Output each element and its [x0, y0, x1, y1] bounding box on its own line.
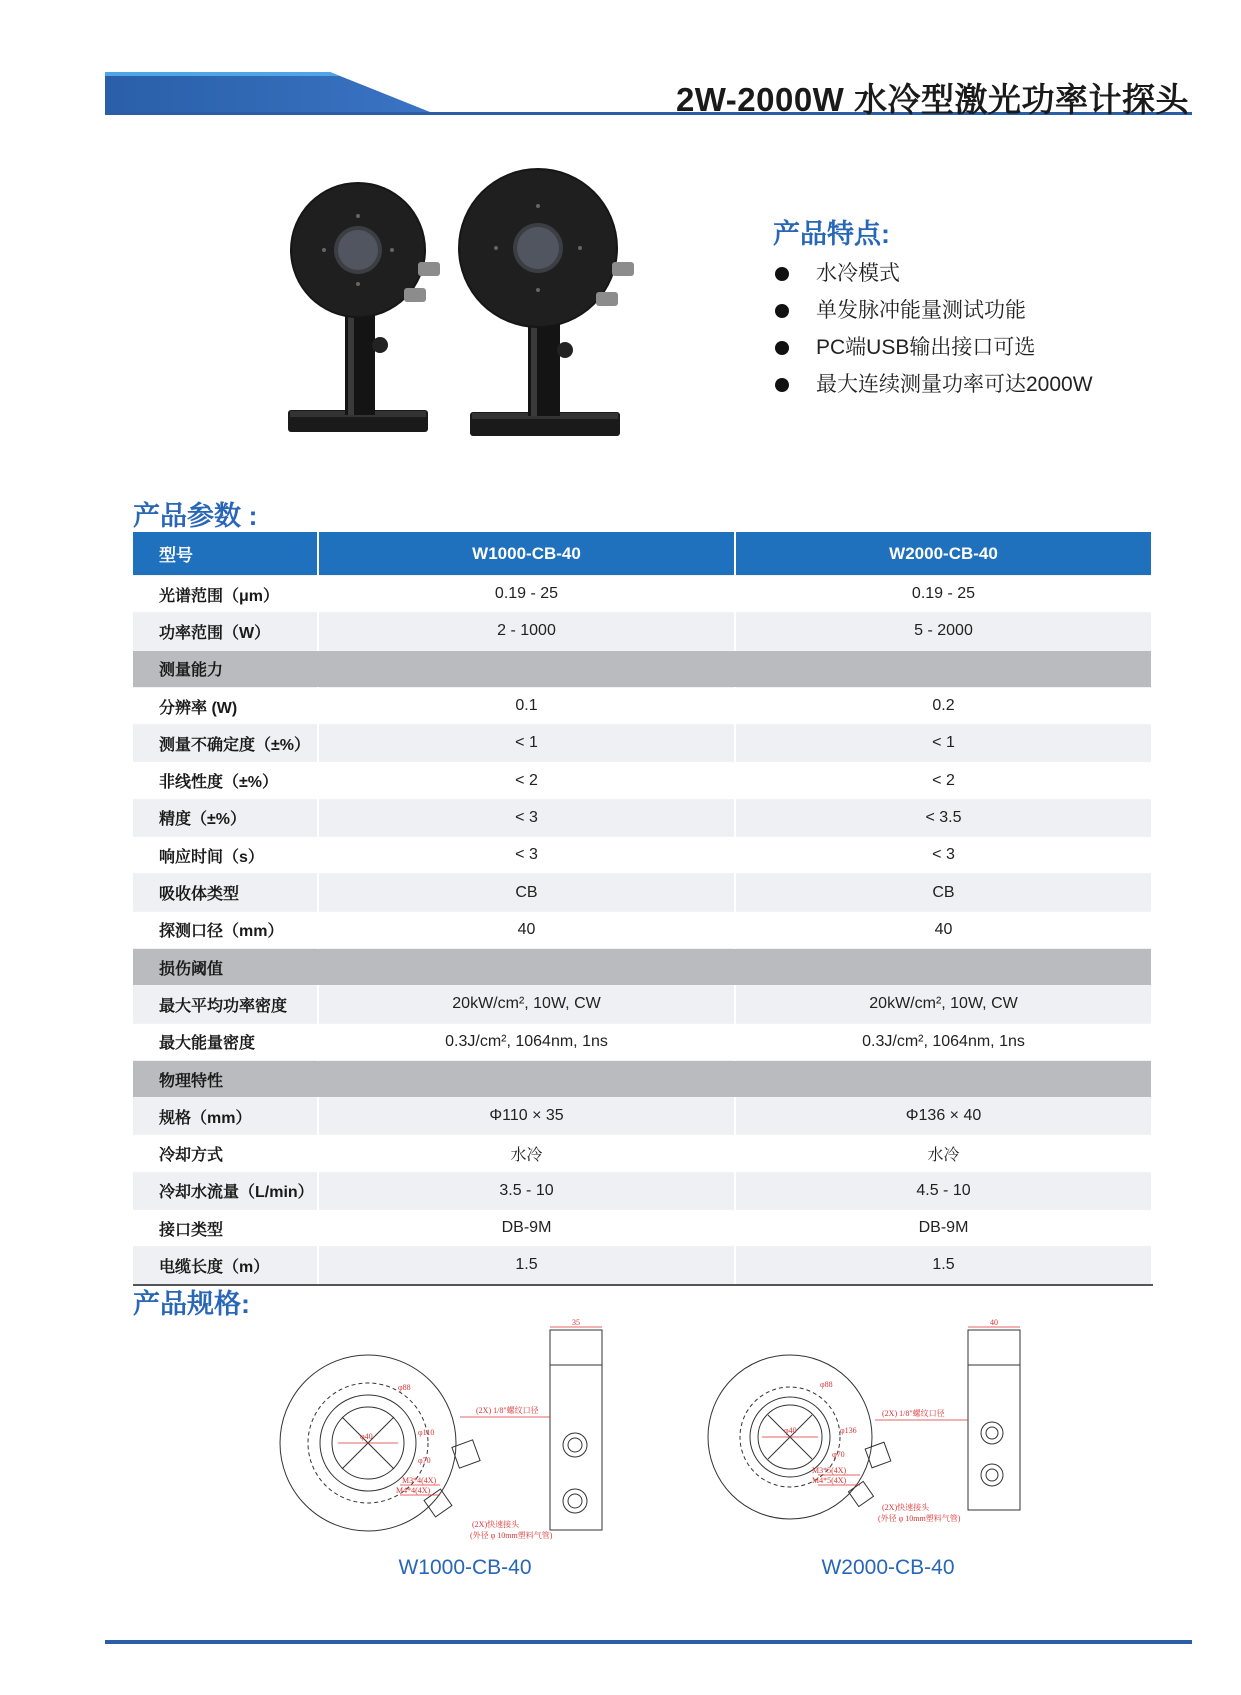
table-row	[133, 874, 1152, 911]
table-row	[133, 687, 1152, 724]
drawing-caption-w1000: W1000-CB-40	[398, 1556, 532, 1579]
table-row	[133, 986, 1152, 1023]
param-label: 分辨率 (W)	[133, 687, 318, 724]
drawing-w1000	[280, 1318, 630, 1565]
drawing-caption-w2000: W2000-CB-40	[821, 1556, 955, 1579]
param-value-w2000: 0.19 - 25	[735, 576, 1152, 613]
table-row	[133, 576, 1152, 613]
param-label: 规格（mm）	[133, 1098, 318, 1135]
param-label: 最大平均功率密度	[133, 986, 318, 1023]
dim-aperture: φ40	[784, 1426, 797, 1435]
param-value-w1000: 2 - 1000	[318, 613, 735, 650]
fitting-note: (2X)快速接头	[882, 1503, 930, 1512]
page-title: 2W-2000W 水冷型激光功率计探头	[675, 81, 1189, 118]
param-value-w1000: 0.1	[318, 687, 735, 724]
thread-note: (2X) 1/8"螺纹口径	[882, 1409, 945, 1418]
table-row	[133, 1023, 1152, 1060]
param-label: 功率范围（W）	[133, 613, 318, 650]
screw-note-2: M4*5(4X)	[812, 1476, 847, 1485]
table-row	[133, 837, 1152, 874]
header-w1000: W1000-CB-40	[318, 532, 735, 576]
params-heading: 产品参数 :	[133, 501, 258, 531]
section-row	[133, 948, 1152, 985]
param-value-w2000: Φ136 × 40	[735, 1098, 1152, 1135]
table-row	[133, 1247, 1152, 1285]
dim-depth: 35	[572, 1318, 580, 1327]
bullet-icon	[775, 341, 789, 355]
section-label: 物理特性	[133, 1060, 1152, 1097]
screw-note-1: M3*4(4X)	[402, 1476, 437, 1485]
table-row	[133, 911, 1152, 948]
param-value-w2000: 20kW/cm², 10W, CW	[735, 986, 1152, 1023]
param-label: 探测口径（mm）	[133, 911, 318, 948]
fitting-detail: (外径 φ 10mm塑料气管)	[470, 1531, 553, 1540]
param-value-w1000: 0.3J/cm², 1064nm, 1ns	[318, 1023, 735, 1060]
param-label: 光谱范围（μm）	[133, 576, 318, 613]
table-row	[133, 762, 1152, 799]
param-value-w1000: < 3	[318, 799, 735, 836]
section-row	[133, 650, 1152, 687]
table-row	[133, 1098, 1152, 1135]
dim-outer: φ110	[418, 1428, 435, 1437]
param-value-w2000: 1.5	[735, 1247, 1152, 1285]
screw-note-1: M3*5(4X)	[812, 1466, 847, 1475]
param-value-w2000: 水冷	[735, 1135, 1152, 1172]
table-row	[133, 1210, 1152, 1247]
table-row	[133, 1172, 1152, 1209]
param-label: 非线性度（±%）	[133, 762, 318, 799]
product-photo	[300, 170, 700, 480]
screw-note-2: M4*4(4X)	[396, 1486, 431, 1495]
feature-item: 单发脉冲能量测试功能	[773, 292, 1093, 329]
param-label: 电缆长度（m）	[133, 1247, 318, 1285]
param-value-w1000: 1.5	[318, 1247, 735, 1285]
bullet-icon	[775, 267, 789, 281]
param-value-w1000: 20kW/cm², 10W, CW	[318, 986, 735, 1023]
param-value-w2000: < 3	[735, 837, 1152, 874]
section-row	[133, 1060, 1152, 1097]
table-row	[133, 799, 1152, 836]
param-value-w1000: 0.19 - 25	[318, 576, 735, 613]
param-label: 最大能量密度	[133, 1023, 318, 1060]
param-value-w1000: 3.5 - 10	[318, 1172, 735, 1209]
param-label: 吸收体类型	[133, 874, 318, 911]
bullet-icon	[775, 304, 789, 318]
param-value-w2000: DB-9M	[735, 1210, 1152, 1247]
feature-item: PC端USB输出接口可选	[773, 329, 1093, 366]
param-value-w1000: CB	[318, 874, 735, 911]
sensor-head-small	[288, 182, 440, 432]
param-value-w1000: Φ110 × 35	[318, 1098, 735, 1135]
dim-small: φ88	[398, 1383, 411, 1392]
table-header-row	[133, 532, 1152, 576]
param-value-w2000: 5 - 2000	[735, 613, 1152, 650]
bullet-icon	[775, 378, 789, 392]
table-row	[133, 613, 1152, 650]
param-value-w2000: CB	[735, 874, 1152, 911]
dim-bolt: φ70	[832, 1450, 845, 1459]
param-label: 测量不确定度（±%）	[133, 725, 318, 762]
param-value-w1000: DB-9M	[318, 1210, 735, 1247]
dim-depth: 40	[990, 1318, 998, 1327]
header-w2000: W2000-CB-40	[735, 532, 1152, 576]
param-value-w1000: < 2	[318, 762, 735, 799]
param-value-w2000: 0.3J/cm², 1064nm, 1ns	[735, 1023, 1152, 1060]
dim-small: φ88	[820, 1380, 833, 1389]
dim-bolt: φ70	[418, 1456, 431, 1465]
param-label: 响应时间（s）	[133, 837, 318, 874]
param-value-w1000: < 1	[318, 725, 735, 762]
params-table	[133, 532, 1153, 1286]
param-label: 精度（±%）	[133, 799, 318, 836]
fitting-detail: (外径 φ 10mm塑料气管)	[878, 1514, 961, 1523]
param-value-w2000: < 1	[735, 725, 1152, 762]
header-model: 型号	[133, 532, 318, 576]
features-list	[773, 255, 1093, 403]
feature-item: 最大连续测量功率可达2000W	[773, 366, 1093, 403]
param-value-w2000: < 2	[735, 762, 1152, 799]
spec-heading: 产品规格:	[133, 1289, 250, 1319]
features-heading: 产品特点:	[773, 219, 890, 249]
table-row	[133, 725, 1152, 762]
param-value-w2000: < 3.5	[735, 799, 1152, 836]
param-label: 接口类型	[133, 1210, 318, 1247]
param-value-w1000: 40	[318, 911, 735, 948]
table-row	[133, 1135, 1152, 1172]
dim-aperture: φ40	[360, 1432, 373, 1441]
dim-outer: φ136	[840, 1426, 857, 1435]
footer-rule	[105, 1640, 1192, 1644]
drawing-w2000	[700, 1318, 1050, 1565]
param-label: 冷却方式	[133, 1135, 318, 1172]
feature-item: 水冷模式	[773, 255, 1093, 292]
param-value-w2000: 40	[735, 911, 1152, 948]
sensor-head-large	[458, 168, 634, 436]
param-value-w2000: 0.2	[735, 687, 1152, 724]
param-label: 冷却水流量（L/min）	[133, 1172, 318, 1209]
thread-note: (2X) 1/8"螺纹口径	[476, 1406, 539, 1415]
fitting-note: (2X)快速接头	[472, 1520, 520, 1529]
param-value-w2000: 4.5 - 10	[735, 1172, 1152, 1209]
param-value-w1000: < 3	[318, 837, 735, 874]
header-accent-bar	[105, 72, 435, 114]
section-label: 测量能力	[133, 650, 1152, 687]
param-value-w1000: 水冷	[318, 1135, 735, 1172]
section-label: 损伤阈值	[133, 948, 1152, 985]
